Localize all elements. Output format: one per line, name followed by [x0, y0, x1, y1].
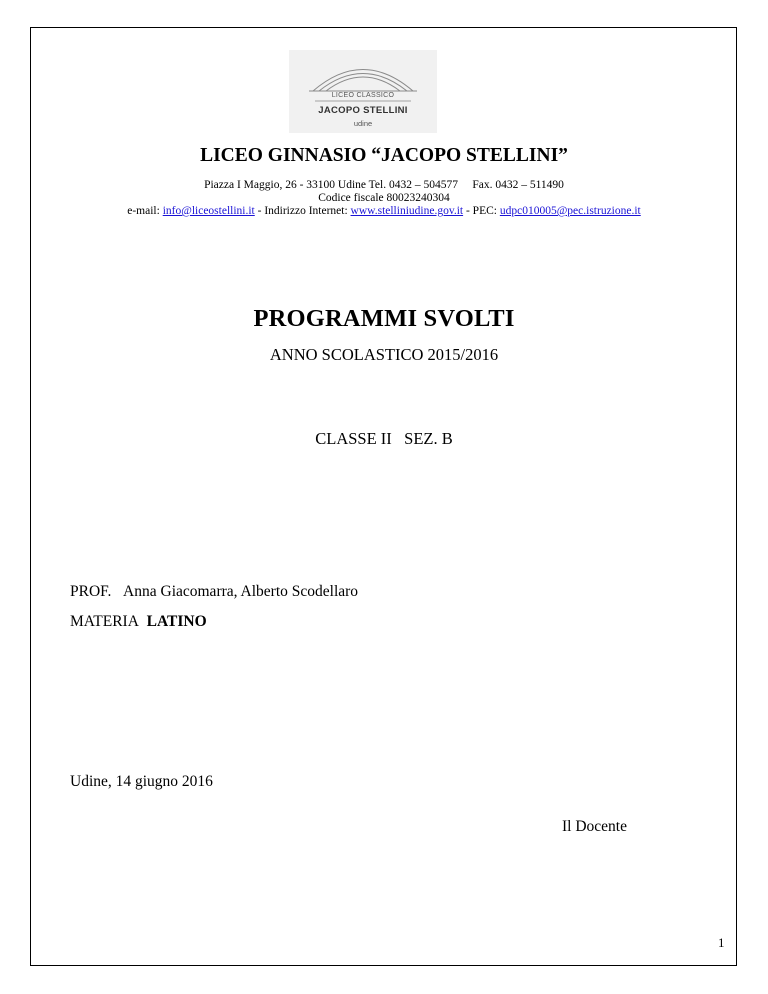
date-line: Udine, 14 giugno 2016 — [70, 773, 213, 790]
logo-line-2: JACOPO STELLINI — [318, 105, 408, 116]
contact-line — [0, 205, 768, 217]
page-frame — [30, 27, 737, 966]
address-line — [0, 179, 768, 191]
school-logo — [289, 50, 437, 133]
subject-label: MATERIA — [70, 613, 139, 630]
email-label: e-mail: — [127, 205, 160, 217]
prof-names: Anna Giacomarra, Alberto Scodellaro — [123, 583, 359, 600]
address-text: Piazza I Maggio, 26 - 33100 Udine Tel. 0432 – 504577 — [204, 179, 458, 191]
pec-label: - PEC: — [465, 205, 497, 217]
email-link[interactable]: info@liceostellini.it — [162, 205, 255, 217]
signature-label: Il Docente — [562, 818, 627, 835]
fax-text: Fax. 0432 – 511490 — [472, 179, 564, 191]
fiscal-code: Codice fiscale 80023240304 — [318, 192, 450, 204]
prof-label: PROF. — [70, 583, 112, 600]
logo-line-3: udine — [353, 119, 373, 128]
pec-link[interactable]: udpc010005@pec.istruzione.it — [499, 205, 641, 217]
professor-line — [70, 583, 358, 601]
document-title: PROGRAMMI SVOLTI — [253, 305, 515, 332]
internet-label: - Indirizzo Internet: — [257, 205, 348, 217]
school-year: ANNO SCOLASTICO 2015/2016 — [269, 345, 499, 364]
logo-line-1: LICEO CLASSICO — [331, 92, 395, 99]
class-label: CLASSE II — [315, 429, 392, 448]
website-link[interactable]: www.stelliniudine.gov.it — [350, 205, 464, 217]
page-number: 1 — [718, 935, 725, 950]
section-label: SEZ. B — [404, 429, 453, 448]
school-name: LICEO GINNASIO “JACOPO STELLINI” — [200, 145, 568, 166]
subject-line — [70, 613, 207, 631]
class-section — [0, 429, 768, 449]
subject-value: LATINO — [146, 613, 207, 630]
